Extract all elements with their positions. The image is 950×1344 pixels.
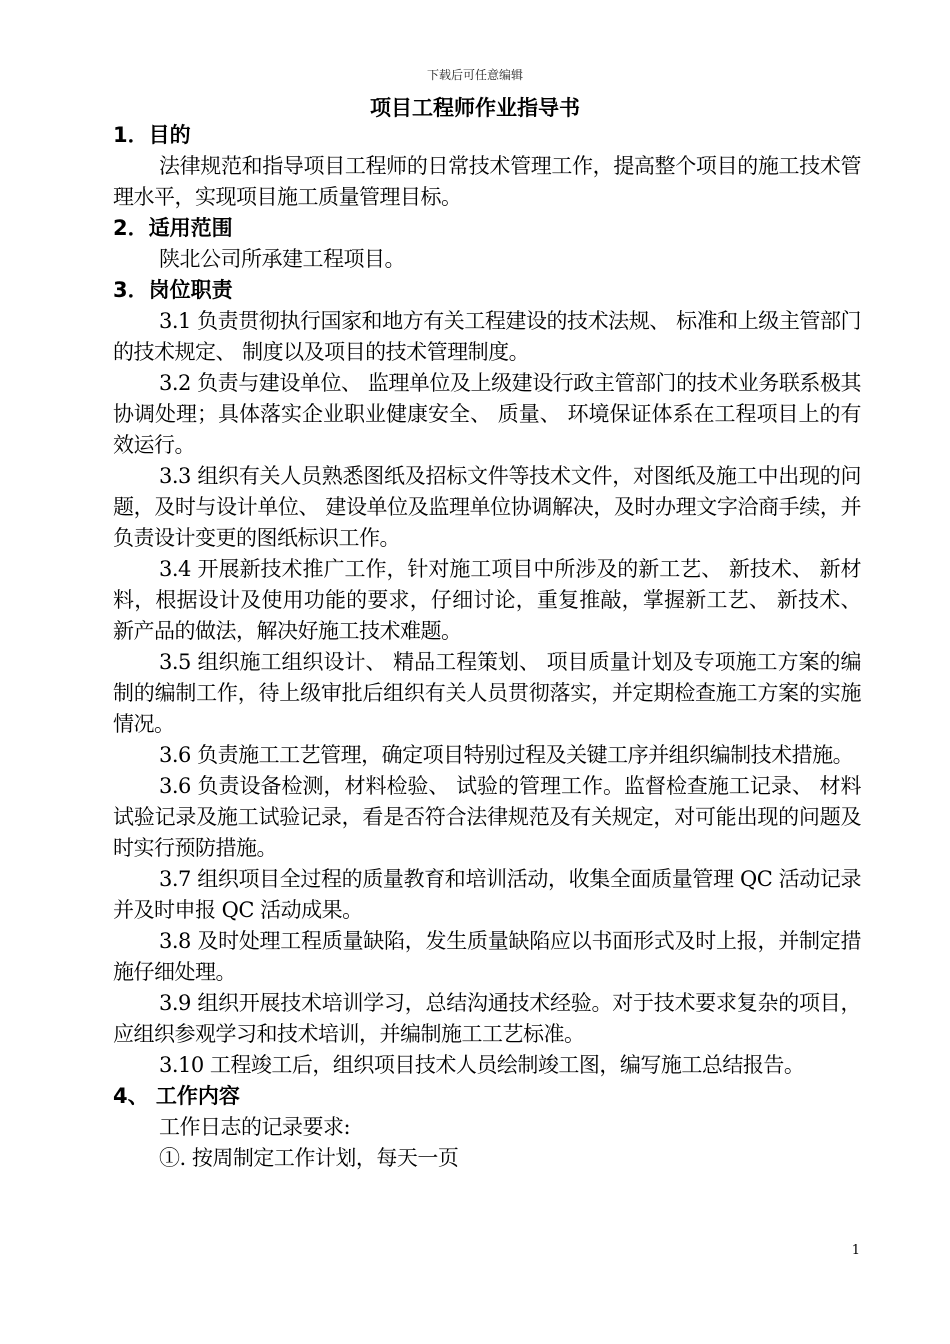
section-scope (113, 213, 861, 275)
page-number: 1 (851, 1243, 860, 1258)
paragraph: 3.2 负责与建设单位、 监理单位及上级建设行政主管部门的技术业务联系极其协调处理；具体落实企业职业健康安全、 质量、 环境保证体系在工程项目上的有效运行。 (113, 371, 861, 457)
paragraph: ①. 按周制定工作计划，每天一页 (159, 1146, 459, 1170)
paragraph: 3.8 及时处理工程质量缺陷，发生质量缺陷应以书面形式及时上报，并制定措施仔细处理。 (113, 929, 861, 984)
document-body (113, 120, 861, 1174)
paragraph: 3.7 组织项目全过程的质量教育和培训活动，收集全面质量管理 QC 活动记录并及时申报 QC 活动成果。 (113, 867, 861, 922)
section-responsibilities (113, 275, 861, 1081)
paragraph: 3.1 负责贯彻执行国家和地方有关工程建设的技术法规、 标准和上级主管部门的技术规定、 制度以及项目的技术管理制度。 (113, 309, 861, 364)
paragraph: 3.5 组织施工组织设计、 精品工程策划、 项目质量计划及专项施工方案的编制的编制工作，待上级审批后组织有关人员贯彻落实，并定期检查施工方案的实施情况。 (113, 650, 861, 736)
section-heading: 4、 工作内容 (113, 1084, 240, 1108)
paragraph: 3.6 负责设备检测，材料检验、 试验的管理工作。监督检查施工记录、 材料试验记录及施工试验记录，看是否符合法律规范及有关规定，对可能出现的问题及时实行预防措施。 (113, 774, 861, 860)
section-heading: 3．岗位职责 (113, 278, 233, 302)
document-title: 项目工程师作业指导书 (370, 96, 580, 120)
paragraph: 陕北公司所承建工程项目。 (159, 247, 405, 271)
paragraph: 3.6 负责施工工艺管理，确定项目特别过程及关键工序并组织编制技术措施。 (159, 743, 854, 767)
section-heading: 2．适用范围 (113, 216, 233, 240)
paragraph: 3.4 开展新技术推广工作，针对施工项目中所涉及的新工艺、 新技术、 新材料，根据设计及使用功能的要求，仔细讨论，重复推敲，掌握新工艺、 新技术、 新产品的做法，解决好施工技术难题。 (113, 557, 861, 643)
paragraph: 工作日志的记录要求: (159, 1115, 351, 1139)
header-note: 下载后可任意编辑 (426, 68, 523, 82)
section-heading: 1．目的 (113, 123, 191, 147)
paragraph: 3.10 工程竣工后，组织项目技术人员绘制竣工图，编写施工总结报告。 (159, 1053, 805, 1077)
paragraph: 3.3 组织有关人员熟悉图纸及招标文件等技术文件，对图纸及施工中出现的问题，及时与设计单位、 建设单位及监理单位协调解决，及时办理文字洽商手续，并负责设计变更的图纸标识工作。 (113, 464, 861, 550)
section-work-content (113, 1081, 861, 1174)
section-purpose (113, 120, 861, 213)
paragraph: 3.9 组织开展技术培训学习，总结沟通技术经验。对于技术要求复杂的项目，应组织参观学习和技术培训，并编制施工工艺标准。 (113, 991, 861, 1046)
paragraph: 法律规范和指导项目工程师的日常技术管理工作，提高整个项目的施工技术管理水平，实现项目施工质量管理目标。 (113, 154, 861, 209)
